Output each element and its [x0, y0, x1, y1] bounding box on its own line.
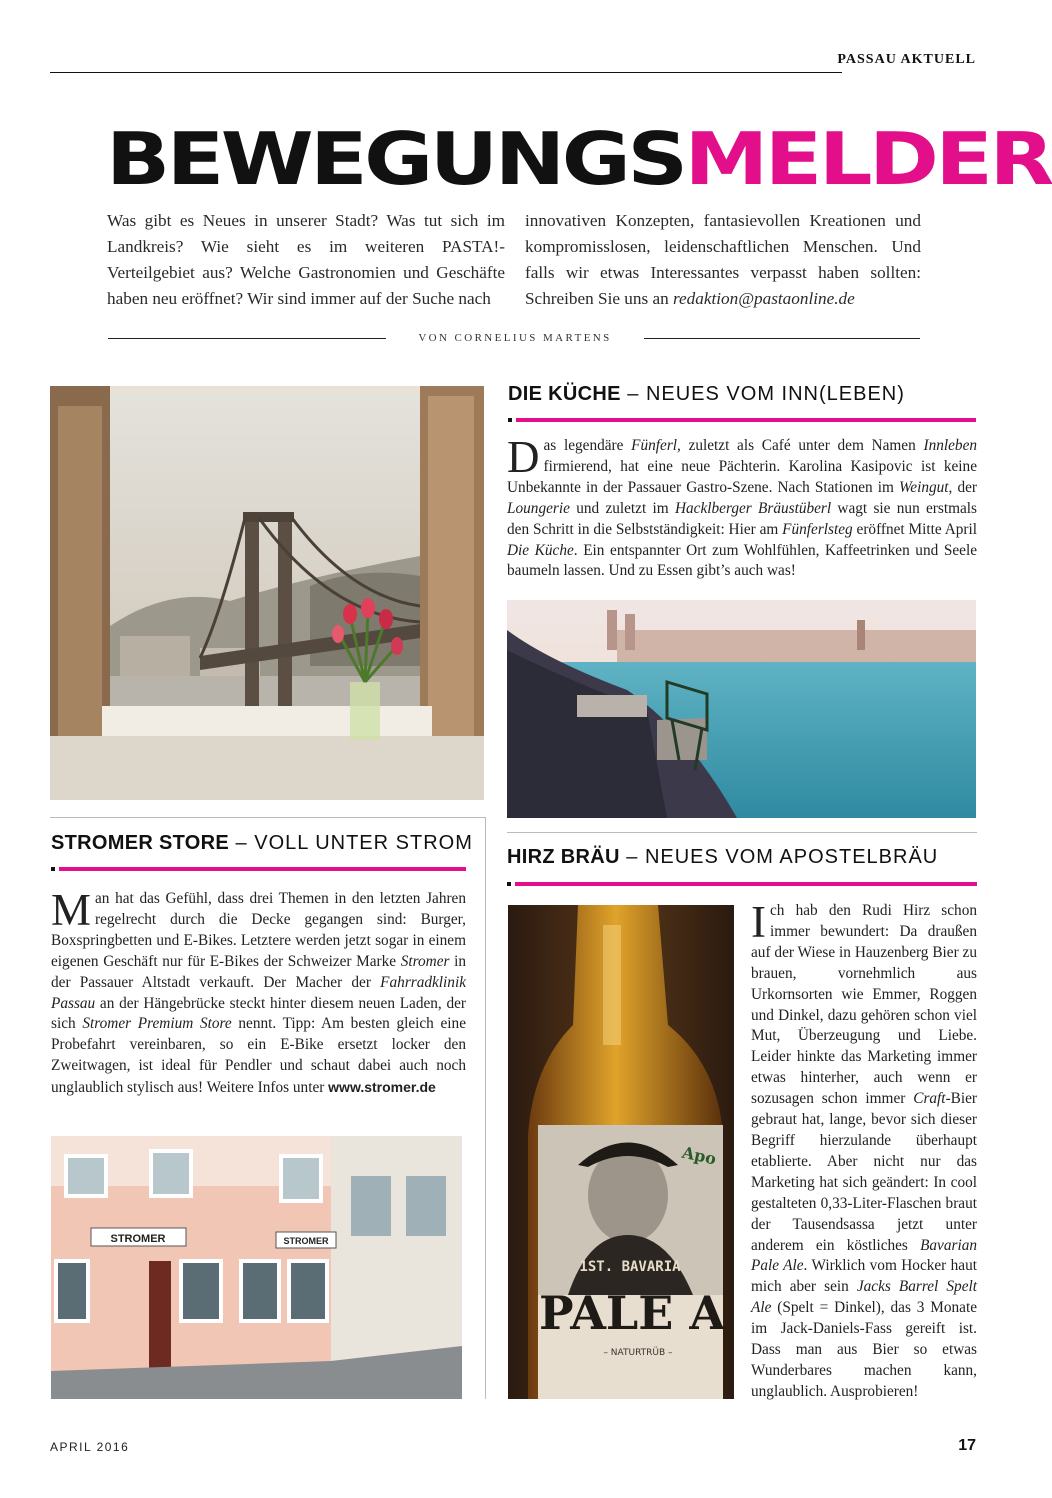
- stromer-headline: [51, 831, 473, 855]
- hirz-title-bold: HIRZ BRÄU: [507, 846, 620, 868]
- beer-label-side: Apo: [680, 1142, 718, 1169]
- byline-rule-left: [108, 338, 386, 339]
- title-black-part: BEWEGUNGS: [106, 117, 685, 201]
- email-link[interactable]: redaktion@pastaonline.de: [672, 289, 855, 308]
- kuche-title-sub: – NEUES VOM INN(LEBEN): [620, 383, 905, 405]
- kuche-title-bold: DIE KÜCHE: [508, 383, 621, 405]
- page-title: [106, 118, 1052, 200]
- title-pink-part: MELDER: [684, 117, 1051, 201]
- byline-rule-right: [644, 338, 920, 339]
- store-sign-right: STROMER: [283, 1236, 329, 1246]
- stromer-dropcap: M: [51, 885, 92, 935]
- stromer-divider-top: [50, 817, 486, 818]
- kuche-headline: [508, 382, 905, 406]
- page-number: 17: [958, 1437, 976, 1454]
- stromer-body: Man hat das Gefühl, dass drei Themen in den letzten Jahren regelrecht durch die Decke gegangen sind: Burger, Boxspringbetten und E-Bikes. Letztere werden jetzt sogar in einem eigenen Geschäft nur für E-Bikes der Schweizer Marke Stromer in der Passauer Altstadt verkauft. Der Macher der Fahrradklinik Passau an der Hängebrücke steckt hinter diesem neuen Laden, der sich Stromer Premium Store nennt. Tipp: Am besten gleich eine Probefahrt vereinbaren, so ein E-Bike ersetzt locker den Zweitwagen, ist ideal für Pendler und schaut dabei auch noch unglaublich stylisch aus! Weitere Infos unter www.stromer.de: [51, 885, 466, 1097]
- stromer-pink-bar: [59, 867, 466, 871]
- issue-date: APRIL 2016: [50, 1440, 130, 1454]
- byline-row: [108, 330, 920, 346]
- hirz-dropcap: I: [751, 897, 766, 947]
- hirz-divider-top: [507, 832, 977, 833]
- photo-river-inn: [507, 600, 976, 818]
- beer-label-line3: – NATURTRÜB –: [603, 1348, 673, 1358]
- stromer-website-link[interactable]: www.stromer.de: [328, 1079, 436, 1096]
- photo-stromer-store: [51, 1136, 462, 1399]
- hirz-bar-square: [507, 882, 511, 886]
- photo-bridge-window: [50, 386, 484, 800]
- hirz-title-sub: – NEUES VOM APOSTELBRÄU: [619, 846, 939, 868]
- intro-right-text: innovativen Konzepten, fantasievollen Kreationen und kompromisslosen, leidenschaftlichen Menschen. Und falls wir etwas Interessantes verpasst haben sollten: Schreiben Sie uns an: [525, 211, 921, 308]
- hirz-body: Ich hab den Rudi Hirz schon immer bewundert: Da draußen auf der Wiese in Hauzenberg Bier zu brauen, vornehmlich aus Urkornsorten wie Emmer, Roggen und Dinkel, dazu gehören schon viel Mut, Überzeugung und Liebe. Leider hinkte das Marketing immer etwas hinterher, auch wenn er sozusagen schon immer Craft-Bier gebraut hat, lange, bevor sich dieser Begriff hierzulande überhaupt etablierte. Aber nicht nur das Marketing hat sich geändert: In cool gestalteten 0,33-Liter-Flaschen braut der Tausendsassa jetzt unter anderem ein köstliches Bavarian Pale Ale. Wirklich vom Hocker haut mich aber sein Jacks Barrel Spelt Ale (Spelt = Dinkel), das 3 Monate im Jack-Daniels-Fass gereift ist. Dass man aus Bier so etwas Wunderbares machen kann, unglaublich. Ausprobieren!: [751, 897, 977, 1400]
- kuche-dropcap: D: [507, 432, 540, 482]
- byline: VON CORNELIUS MARTENS: [418, 332, 612, 344]
- store-sign-left: STROMER: [110, 1233, 166, 1245]
- photo-beer-bottle: [508, 905, 734, 1399]
- kuche-body: Das legendäre Fünferl, zuletzt als Café unter dem Namen Innleben firmierend, hat eine neue Pächterin. Karolina Kasipovic ist keine Unbekannte in der Passauer Gastro-Szene. Nach Stationen im Weingut, der Loungerie und zuletzt im Hacklberger Bräustüberl wagt sie nun erstmals den Schritt in die Selbstständigkeit: Hier am Fünferlsteg eröffnet Mitte April Die Küche. Ein entspannter Ort zum Wohlfühlen, Kaffeetrinken und Seele baumeln lassen. Und zu Essen gibt’s auch was!: [507, 432, 978, 580]
- stromer-bar-square: [51, 867, 55, 871]
- hirz-pink-bar: [515, 882, 977, 886]
- intro-text-left: Was gibt es Neues in unserer Stadt? Was tut sich im Landkreis? Wie sieht es im weiteren PASTA!-Verteilgebiet aus? Welche Gastronomien und Geschäfte haben neu eröffnet? Wir sind immer auf der Suche nach: [107, 211, 505, 308]
- beer-label-line2: PALE A: [538, 1286, 726, 1340]
- hirz-headline: [507, 845, 938, 869]
- section-label: PASSAU AKTUELL: [837, 52, 976, 67]
- beer-label-line1: 1ST. BAVARIA: [579, 1259, 681, 1275]
- stromer-title-bold: STROMER STORE: [51, 832, 229, 854]
- kuche-bar-square: [508, 418, 512, 422]
- intro-text-right: [525, 208, 921, 312]
- column-divider: [485, 817, 486, 1399]
- header-rule: [50, 72, 842, 73]
- kuche-pink-bar: [516, 418, 976, 422]
- stromer-title-sub: – VOLL UNTER STROM: [229, 832, 473, 854]
